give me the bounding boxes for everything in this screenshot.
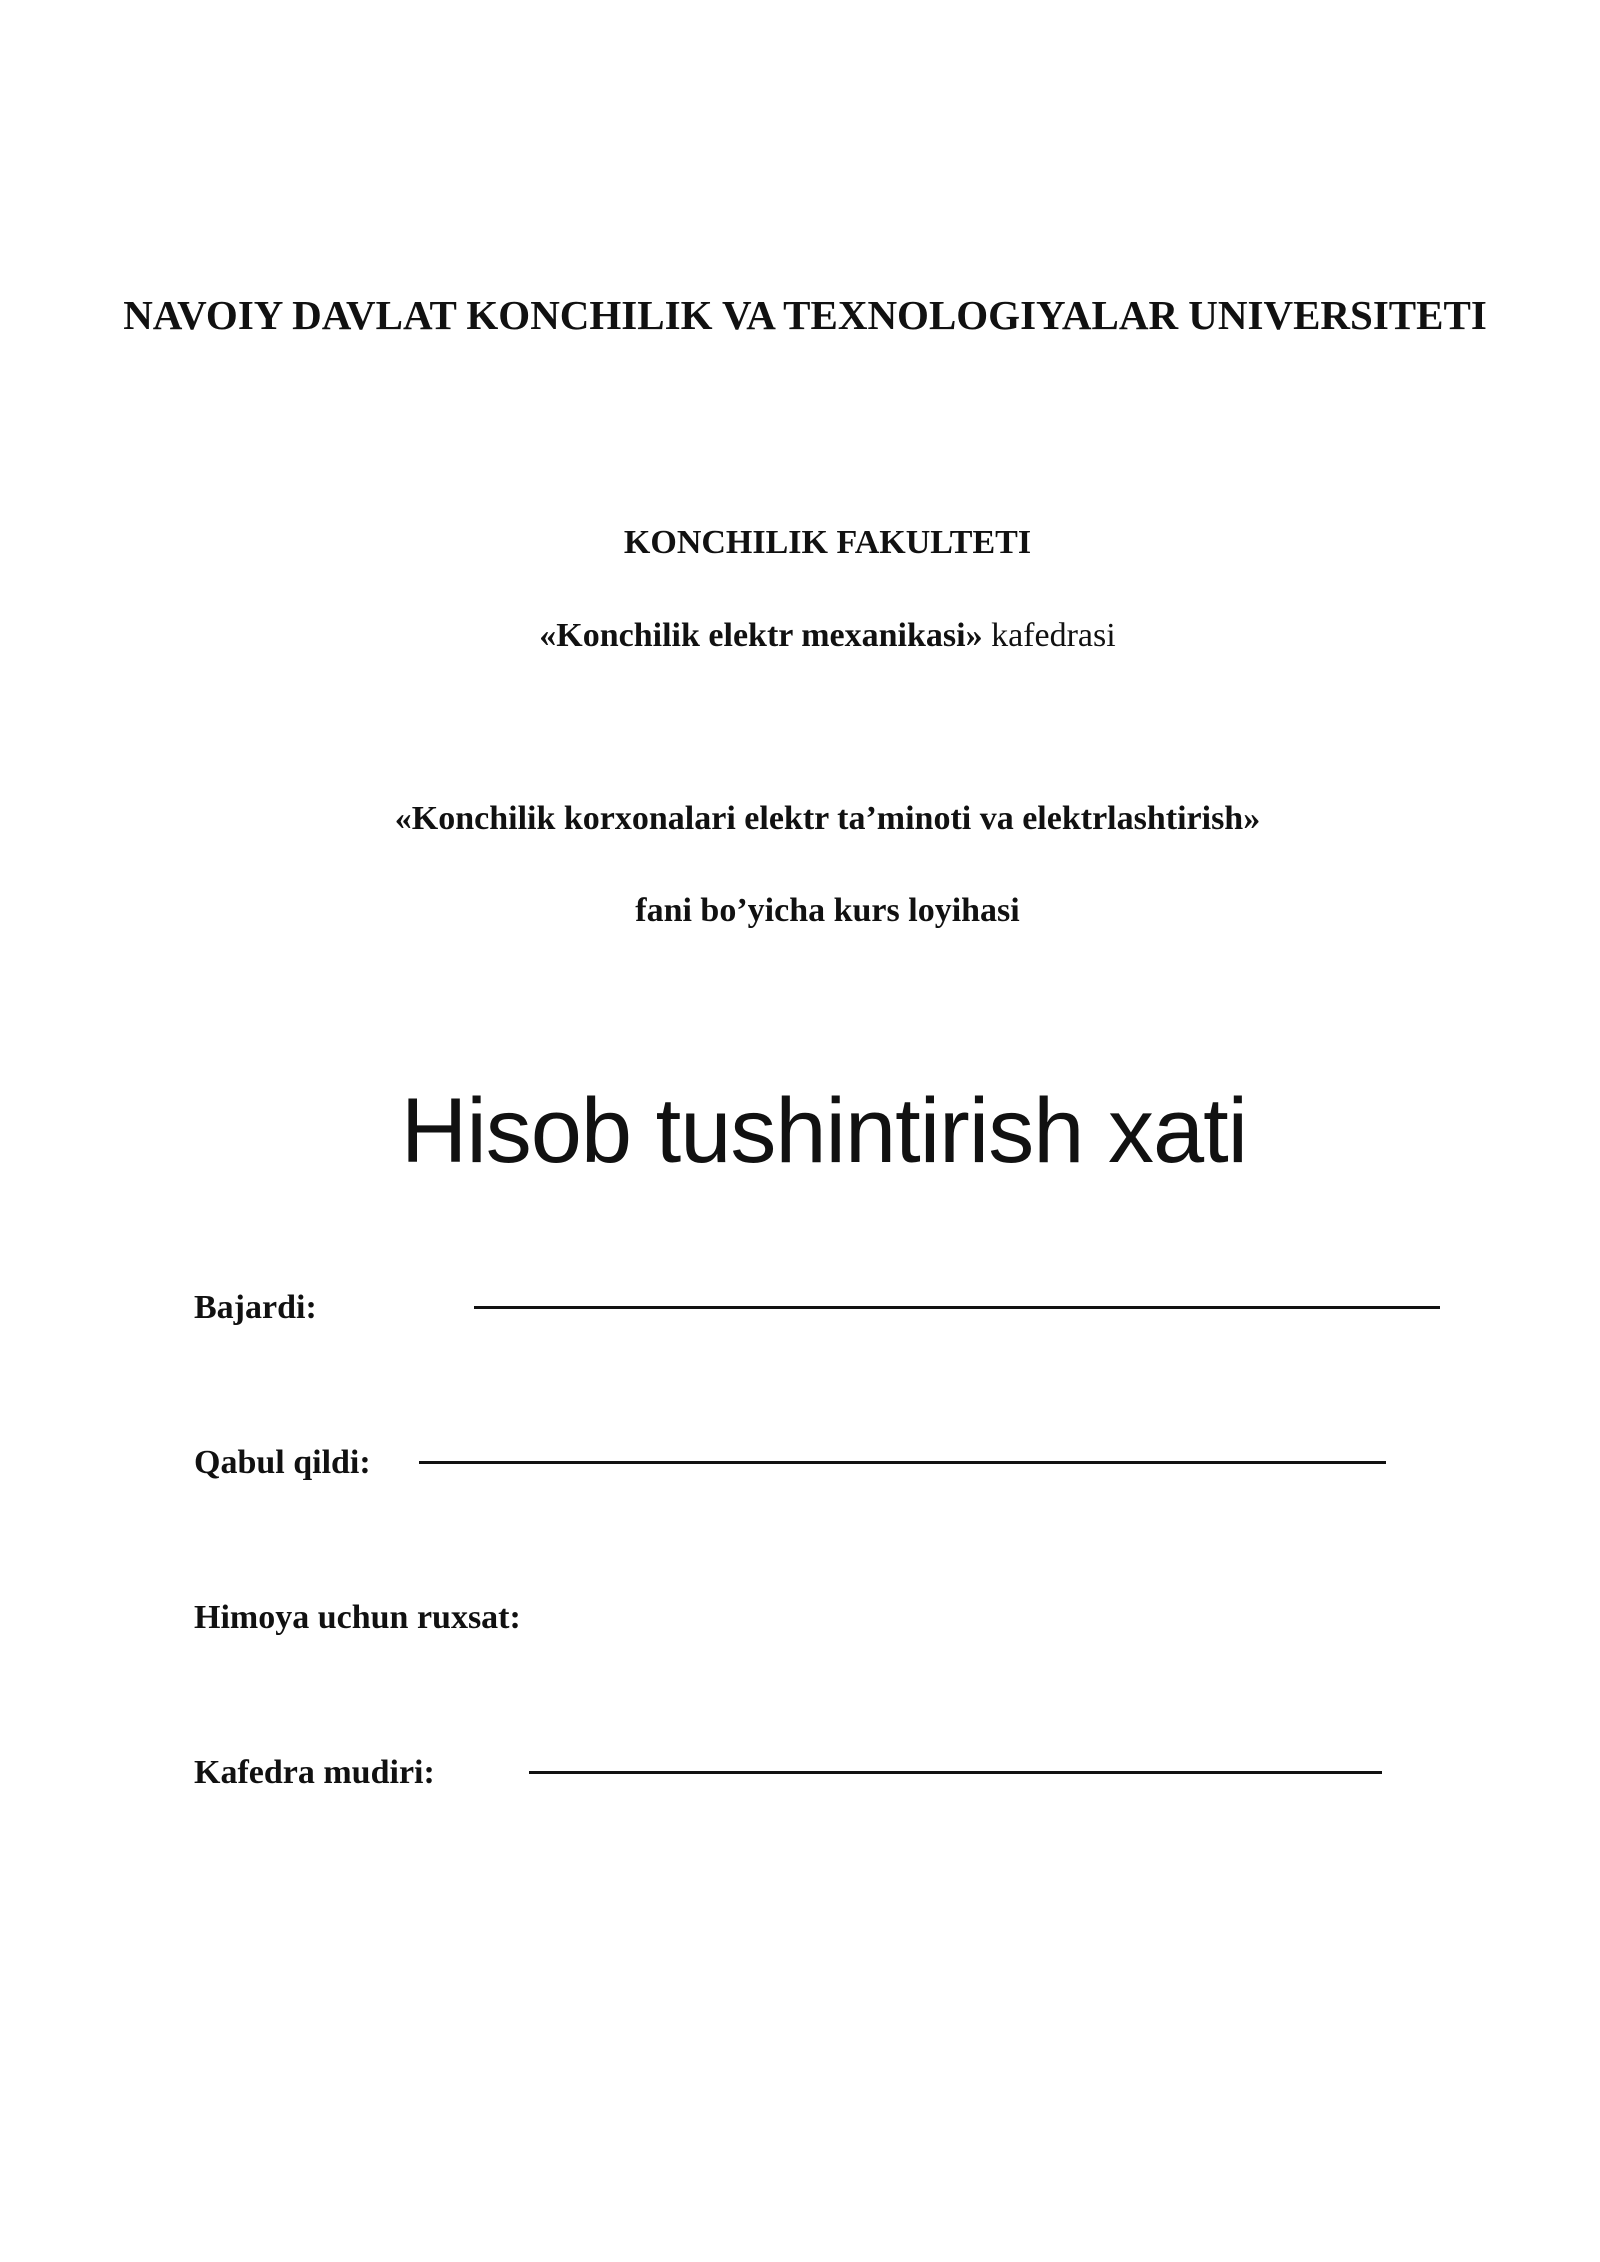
head-of-department-signature-line	[529, 1771, 1382, 1774]
department-suffix: kafedrasi	[991, 617, 1116, 654]
subject-name: «Konchilik korxonalari elektr ta’minoti va elektrlashtirish»	[394, 800, 1261, 837]
department-line	[0, 614, 1600, 658]
university-name: NAVOIY DAVLAT KONCHILIK VA TEXNOLOGIYALAR UNIVERSITETI	[123, 292, 1487, 338]
accepted-by-label: Qabul qildi:	[194, 1444, 371, 1481]
performed-by-signature-line	[474, 1306, 1440, 1309]
head-of-department-label: Kafedra mudiri:	[194, 1754, 435, 1791]
document-title: Hisob tushintirish xati	[400, 1080, 1248, 1182]
defense-permission-label: Himoya uchun ruxsat:	[194, 1599, 521, 1636]
faculty-name: KONCHILIK FAKULTETI	[623, 524, 1032, 561]
subject-descriptor: fani bo’yicha kurs loyihasi	[635, 892, 1020, 929]
accepted-by-signature-line	[419, 1461, 1386, 1464]
department-name: «Konchilik elektr mexanikasi»	[539, 617, 983, 654]
performed-by-label: Bajardi:	[194, 1289, 317, 1326]
